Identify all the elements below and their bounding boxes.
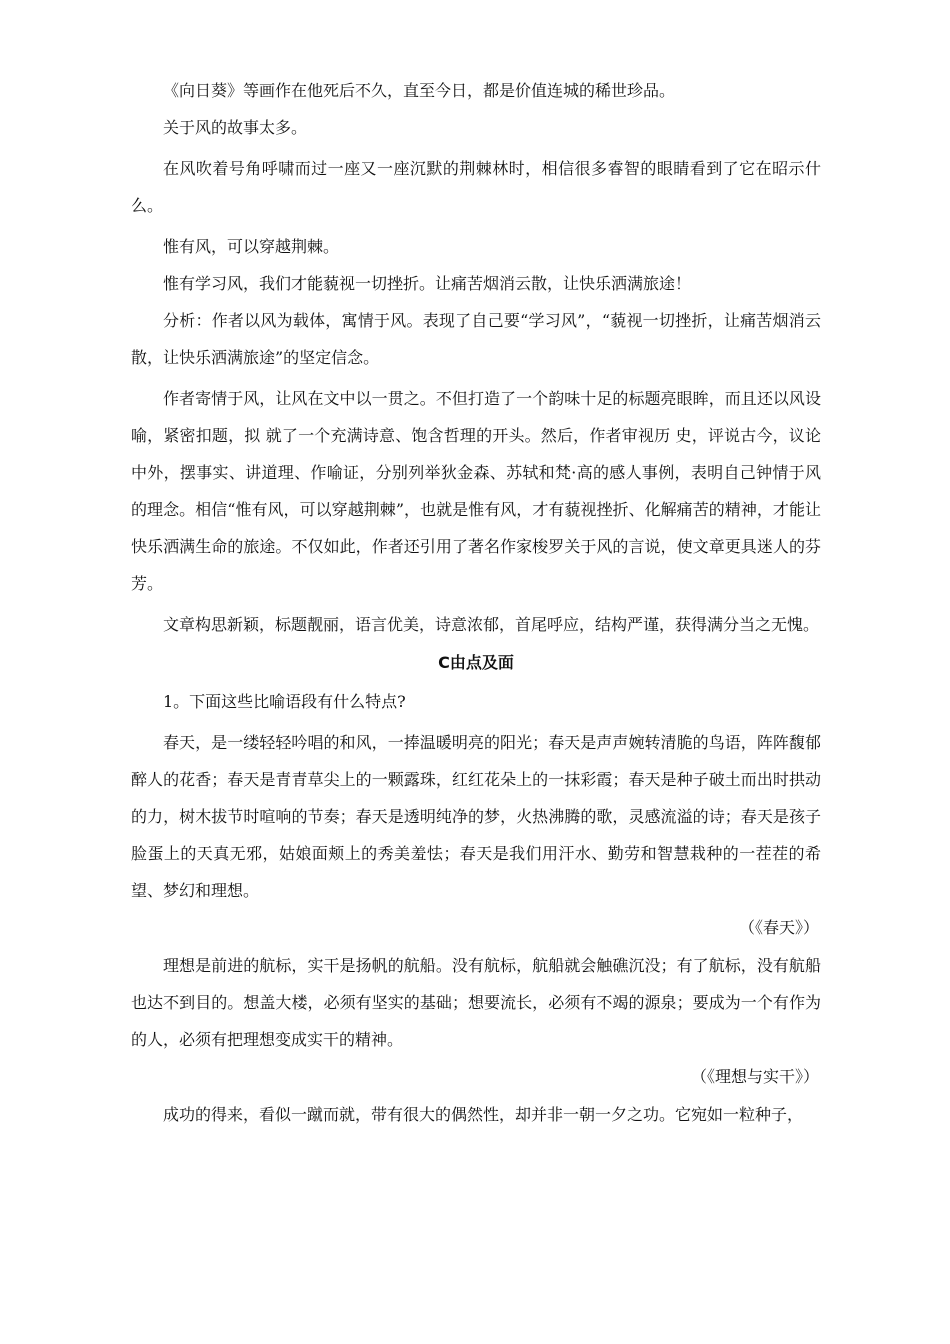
paragraph-commentary: 作者寄情于风，让风在文中以一贯之。不但打造了一个韵味十足的标题亮眼眸，而且还以风设喻，紧密扣题，拟 就了一个充满诗意、饱含哲理的开头。然后，作者审视历 史，评说古今，议论中外，摆事实、讲道理、作喻证，分别列举狄金森、苏轼和梵·高的感人事例，表明自己钟情于风的理念。相信“惟有风，可以穿越荆棘”，也就是惟有风，才有藐视挫折、化解痛苦的精神，才能让快乐洒满生命的旅途。不仅如此，作者还引用了著名作家梭罗关于风的言说，使文章更具迷人的芬芳。 bbox=[131, 389, 821, 593]
passage-success: 成功的得来，看似一蹴而就，带有很大的偶然性，却并非一朝一夕之功。它宛如一粒种子， bbox=[163, 1105, 804, 1124]
source-spring: （《春天》） bbox=[738, 918, 819, 937]
paragraph-evaluation: 文章构思新颖，标题靓丽，语言优美，诗意浓郁，首尾呼应，结构严谨，获得满分当之无愧。 bbox=[163, 615, 820, 634]
paragraph-vangogh: 《向日葵》等画作在他死后不久，直至今日，都是价值连城的稀世珍品。 bbox=[163, 81, 676, 100]
paragraph-only-wind: 惟有风，可以穿越荆棘。 bbox=[163, 237, 340, 256]
paragraph-wind-stories: 关于风的故事太多。 bbox=[163, 118, 308, 137]
paragraph-learn-wind: 惟有学习风，我们才能藐视一切挫折。让痛苦烟消云散，让快乐洒满旅途！ bbox=[163, 274, 692, 293]
passage-spring: 春天，是一缕轻轻吟唱的和风，一捧温暖明亮的阳光；春天是声声婉转清脆的鸟语，阵阵馥郁醉人的花香；春天是青青草尖上的一颗露珠，红红花朵上的一抹彩霞；春天是种子破土而出时拱动的力，树木拔节时喧响的节奏；春天是透明纯净的梦，火热沸腾的歌，灵感流溢的诗；春天是孩子脸蛋上的天真无邪，姑娘面颊上的秀美羞怯；春天是我们用汗水、勤劳和智慧栽种的一茬茬的希望、梦幻和理想。 bbox=[131, 733, 821, 900]
paragraph-wind-thorns: 在风吹着号角呼啸而过一座又一座沉默的荆棘林时，相信很多睿智的眼睛看到了它在昭示什么。 bbox=[131, 159, 821, 215]
source-ideal: （《理想与实干》） bbox=[690, 1067, 819, 1086]
passage-ideal: 理想是前进的航标，实干是扬帆的航船。没有航标，航船就会触礁沉没；有了航标，没有航船也达不到目的。想盖大楼，必须有坚实的基础；想要流长，必须有不竭的源泉；要成为一个有作为的人，必须有把理想变成实干的精神。 bbox=[131, 956, 821, 1049]
text-column bbox=[131, 72, 821, 1133]
question-text: 1。下面这些比喻语段有什么特点? bbox=[163, 692, 406, 711]
paragraph-analysis: 分析：作者以风为载体，寓情于风。表现了自己要“学习风”，“藐视一切挫折，让痛苦烟消云散，让快乐洒满旅途”的坚定信念。 bbox=[131, 311, 821, 367]
section-heading: C由点及面 bbox=[438, 653, 514, 672]
